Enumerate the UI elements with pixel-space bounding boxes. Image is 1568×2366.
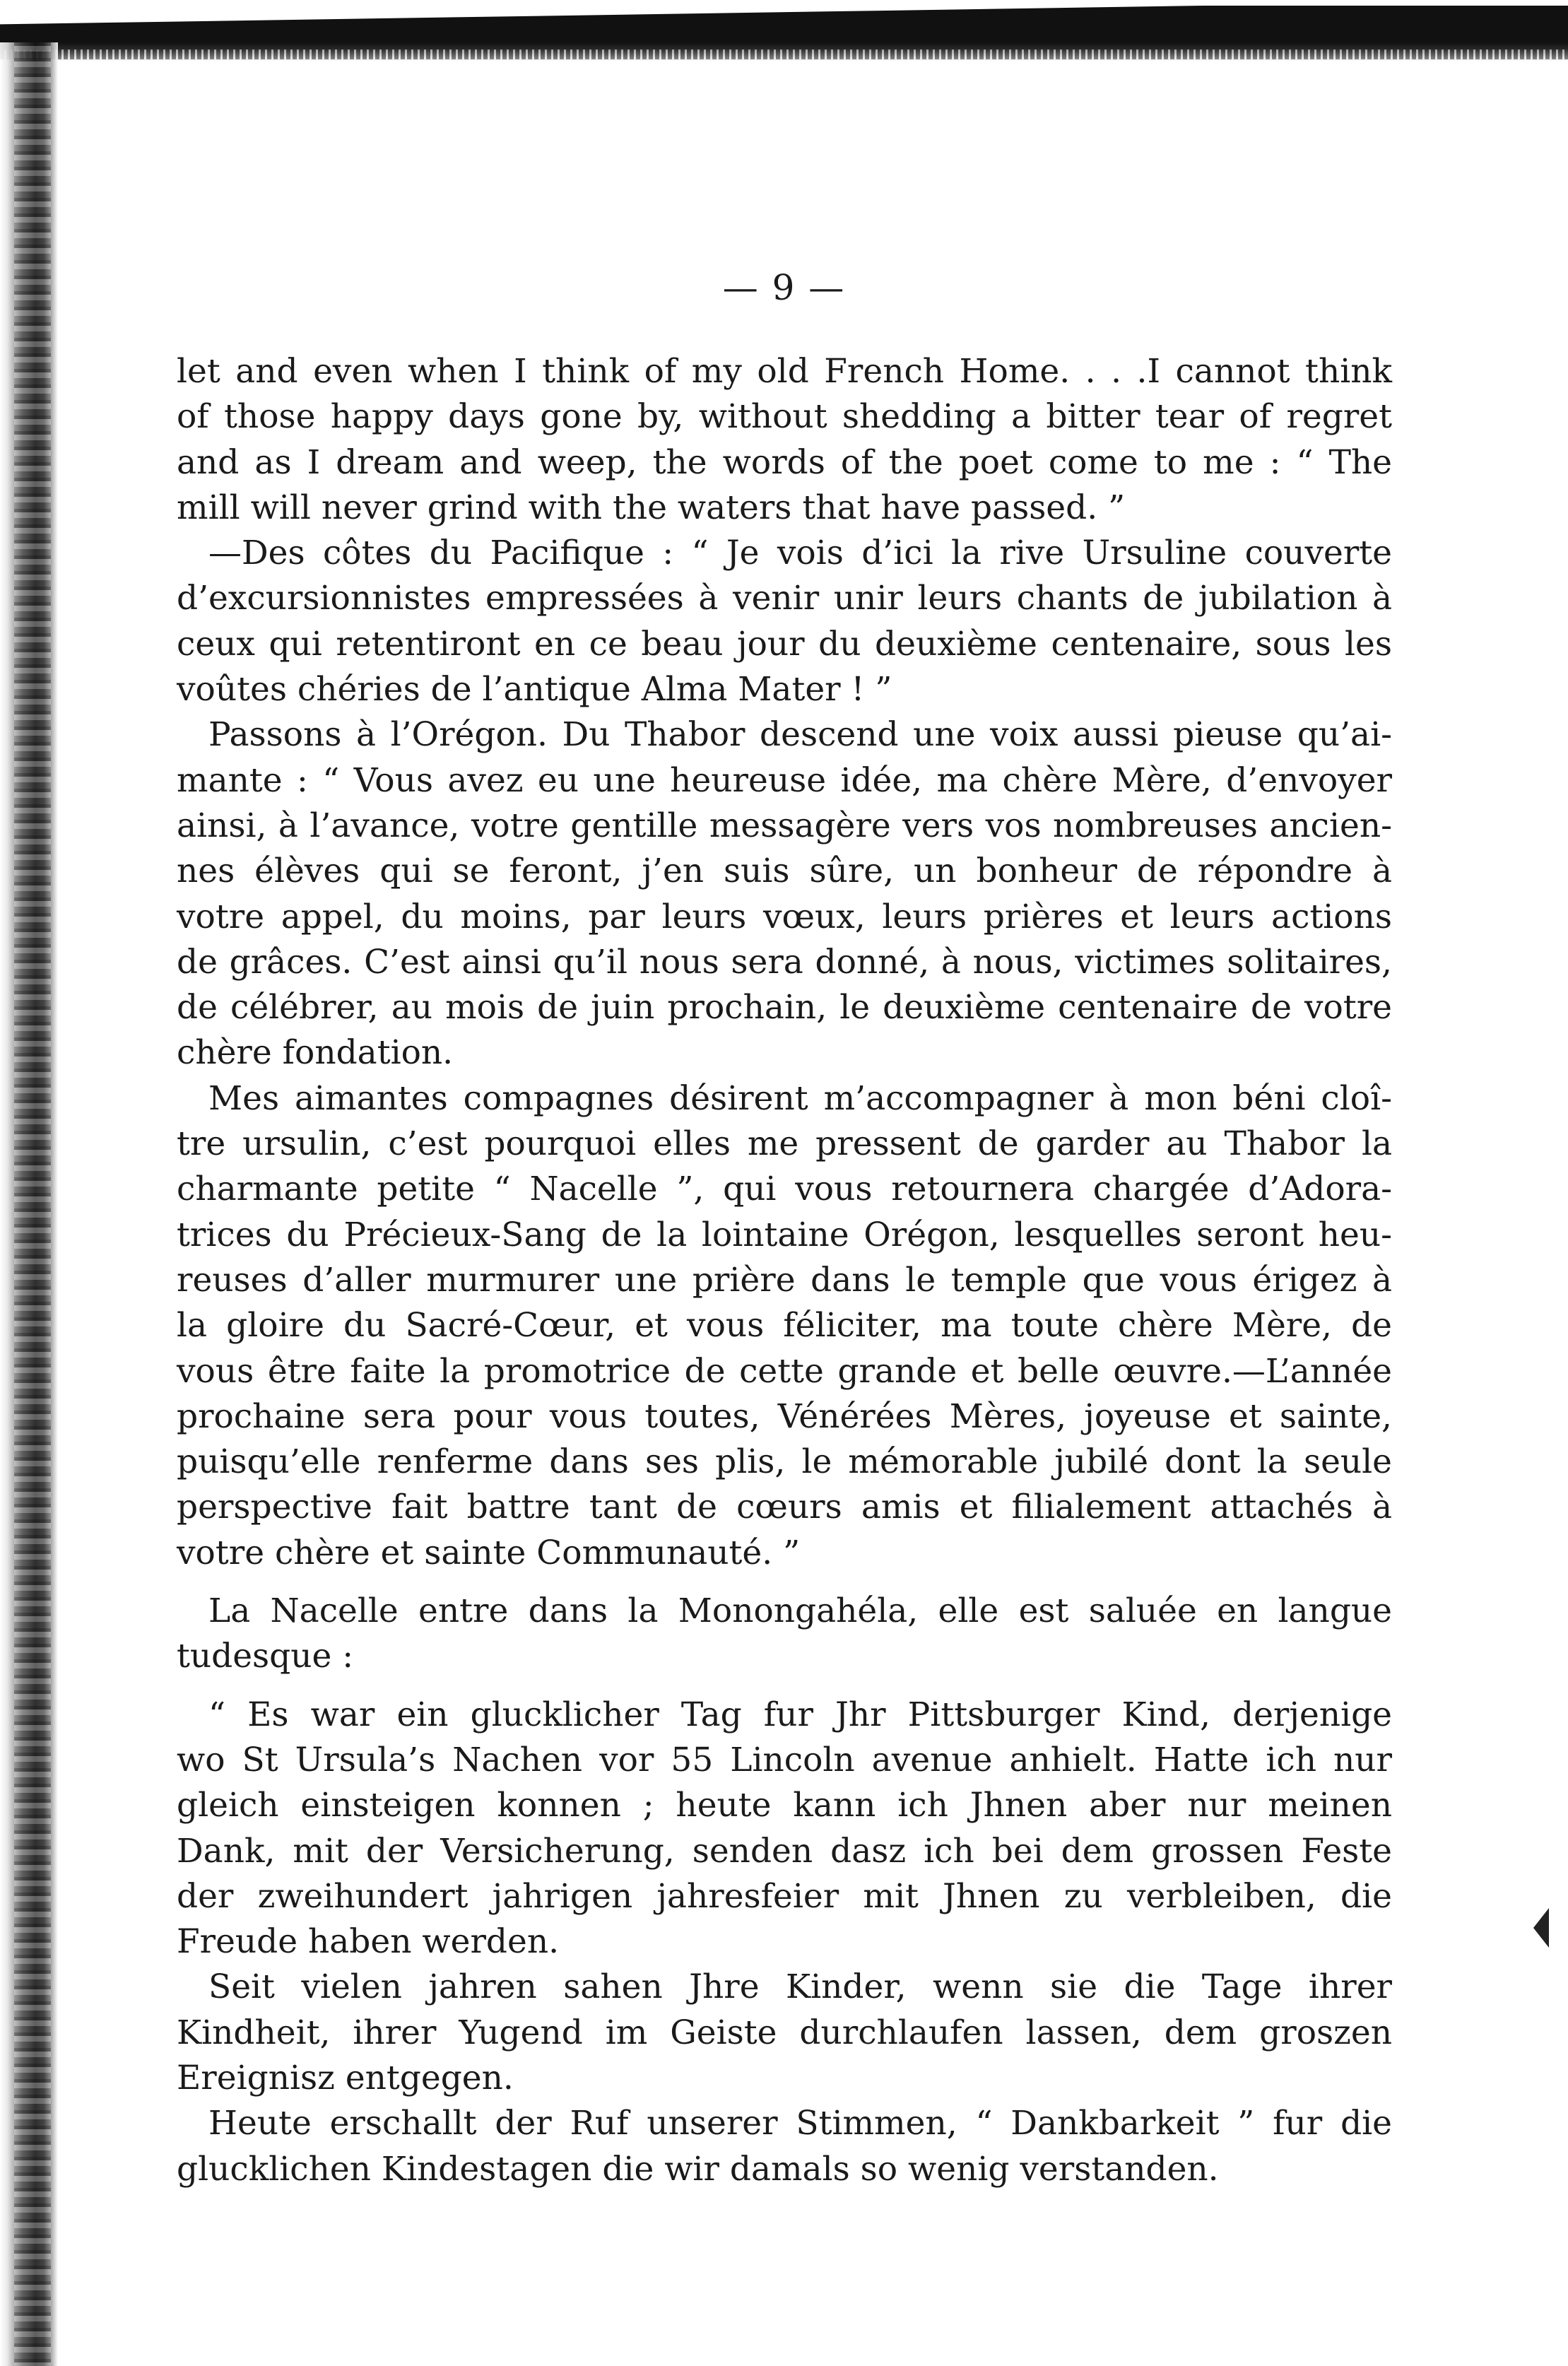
text-line: la gloire du Sacré-Cœur, et vous féliciter, ma toute chère Mère, de [177,1306,1392,1346]
text-line: reuses d’aller murmurer une prière dans le temple que vous érigez à [177,1260,1392,1300]
text-line: Mes aimantes compagnes désirent m’accompagner à mon béni cloî- [208,1078,1392,1118]
text-line: ainsi, à l’avance, votre gentille messagère vers vos nombreuses ancien- [177,806,1392,845]
text-line: mante : “ Vous avez eu une heureuse idée, ma chère Mère, d’envoyer [177,760,1392,800]
text-line: and as I dream and weep, the words of the poet come to me : “ The [177,442,1392,482]
text-line: Heute erschallt der Ruf unserer Stimmen, “ Dankbarkeit ” fur die [208,2104,1392,2143]
text-line: de grâces. C’est ainsi qu’il nous sera donné, à nous, victimes solitaires, [177,942,1392,982]
text-line: —Des côtes du Pacifique : “ Je vois d’ici la rive Ursuline couverte [208,534,1392,573]
text-line: La Nacelle entre dans la Monongahéla, elle est saluée en langue [208,1591,1392,1631]
text-line: gleich einsteigen konnen ; heute kann ich Jhnen aber nur meinen [177,1786,1392,1825]
text-line: votre appel, du moins, par leurs vœux, leurs prières et leurs actions [177,897,1392,936]
scan-right-edge-mark [1533,1908,1549,1948]
paragraph-gap [177,1576,1392,1589]
page-number: — 9 — [722,267,846,308]
text-line: nes élèves qui se feront, j’en suis sûre, un bonheur de répondre à [177,852,1392,891]
text-line: mill will never grind with the waters that have passed. ” [177,488,1126,527]
text-line: chère fondation. [177,1033,454,1073]
text-line: tre ursulin, c’est pourquoi elles me pressent de garder au Thabor la [177,1124,1392,1164]
paragraph-gap [177,1680,1392,1693]
text-line: “ Es war ein glucklicher Tag fur Jhr Pittsburger Kind, derjenige [208,1695,1392,1734]
text-line: wo St Ursula’s Nachen vor 55 Lincoln avenue anhielt. Hatte ich nur [177,1740,1392,1779]
scan-left-binding-speckle [14,42,51,2366]
page-body-text [177,349,1392,2192]
text-line: d’excursionnistes empressées à venir unir leurs chants de jubilation à [177,579,1392,618]
text-line: trices du Précieux-Sang de la lointaine Orégon, lesquelles seront heu- [177,1215,1392,1254]
text-line: let and even when I think of my old French Home. . . .I cannot think [177,352,1392,391]
text-line: Kindheit, ihrer Yugend im Geiste durchlaufen lassen, dem groszen [177,2013,1392,2052]
text-line: der zweihundert jahrigen jahresfeier mit Jhnen zu verbleiben, die [177,1876,1392,1916]
text-line: Ereignisz entgegen. [177,2058,514,2097]
text-line: Seit vielen jahren sahen Jhre Kinder, wenn sie die Tage ihrer [208,1967,1392,2007]
text-line: Dank, mit der Versicherung, senden dasz ich bei dem grossen Feste [177,1831,1392,1871]
text-line: Passons à l’Orégon. Du Thabor descend une voix aussi pieuse qu’ai- [208,715,1392,755]
scan-top-border-edge [0,49,1568,59]
text-line: of those happy days gone by, without shedding a bitter tear of regret [177,397,1392,437]
text-line: prochaine sera pour vous toutes, Vénérées Mères, joyeuse et sainte, [177,1396,1392,1436]
text-line: voûtes chéries de l’antique Alma Mater ! ” [177,670,892,710]
text-line: votre chère et sainte Communauté. ” [177,1533,801,1572]
text-line: de célébrer, au mois de juin prochain, le deuxième centenaire de votre [177,988,1392,1028]
text-line: ceux qui retentiront en ce beau jour du deuxième centenaire, sous les [177,624,1392,664]
text-line: tudesque : [177,1637,354,1676]
text-line: charmante petite “ Nacelle ”, qui vous retournera chargée d’Adora- [177,1170,1392,1209]
text-line: perspective fait battre tant de cœurs amis et filialement attachés à [177,1488,1392,1527]
text-line: vous être faite la promotrice de cette grande et belle œuvre.—L’année [177,1351,1392,1391]
text-line: glucklichen Kindestagen die wir damals so wenig verstanden. [177,2149,1219,2189]
text-line: Freude haben werden. [177,1922,560,1962]
text-line: puisqu’elle renferme dans ses plis, le mémorable jubilé dont la seule [177,1442,1392,1482]
